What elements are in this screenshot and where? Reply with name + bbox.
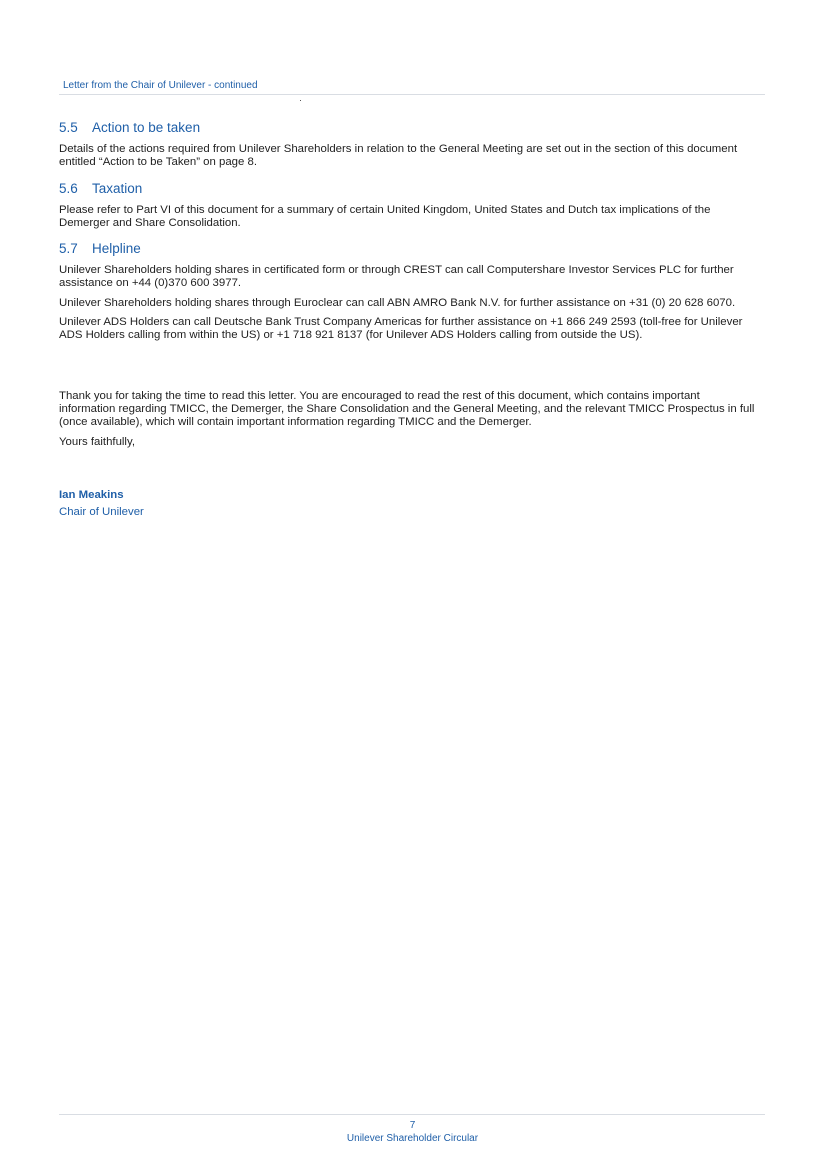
section-number: 5.7 — [59, 241, 78, 257]
paragraph: Unilever Shareholders holding shares through Euroclear can call ABN AMRO Bank N.V. for further assistance on +31 (0) 20 628 6070. — [59, 296, 736, 309]
signatory-title: Chair of Unilever — [59, 505, 144, 518]
section-title: Action to be taken — [92, 120, 201, 135]
paragraph: Unilever Shareholders holding shares in certificated form or through CREST can call Computershare Investor Services PLC for further assistance on +44 (0)370 600 3977. — [59, 264, 734, 290]
paragraph: Please refer to Part VI of this document for a summary of certain United Kingdom, United States and Dutch tax implications of the Demerger and Share Consolidation. — [59, 203, 711, 229]
section-heading — [59, 180, 759, 198]
section-taxation — [59, 180, 759, 231]
section-title: Helpline — [92, 241, 141, 257]
header-mark — [300, 100, 301, 101]
closing-block — [59, 390, 759, 520]
section-heading — [59, 240, 759, 258]
paragraph: Details of the actions required from Unilever Shareholders in relation to the General Meeting are set out in the section of this document entitled “Action to be Taken” on page 8. — [59, 143, 738, 169]
header-divider — [59, 94, 765, 95]
section-number: 5.5 — [59, 120, 78, 135]
section-number: 5.6 — [59, 180, 78, 196]
footer-divider — [59, 1114, 765, 1115]
section-action-to-be-taken — [59, 119, 759, 170]
closing-paragraph: Thank you for taking the time to read this letter. You are encouraged to read the rest of this document, which contains important information regarding TMICC, the Demerger, the Share Consolidation and the General Meeting, and the relevant TMICC Prospectus in full (once available), which will contain important information regarding TMICC and the Demerger. — [59, 389, 755, 429]
signatory-name: Ian Meakins — [59, 488, 124, 501]
section-title: Taxation — [92, 180, 143, 196]
footer-document-title: Unilever Shareholder Circular — [346, 1133, 479, 1144]
running-header: Letter from the Chair of Unilever - continued — [63, 80, 258, 91]
section-helpline — [59, 240, 759, 342]
page-number: 7 — [409, 1120, 416, 1131]
section-heading — [59, 119, 759, 137]
paragraph: Unilever ADS Holders can call Deutsche Bank Trust Company Americas for further assistance on +1 866 249 2593 (toll-free for Unilever ADS Holders calling from within the US) or +1 718 921 8137 (for Unilever ADS Holders calling from outside the US). — [59, 316, 743, 342]
letter-body — [59, 119, 759, 520]
salutation: Yours faithfully, — [59, 435, 135, 448]
